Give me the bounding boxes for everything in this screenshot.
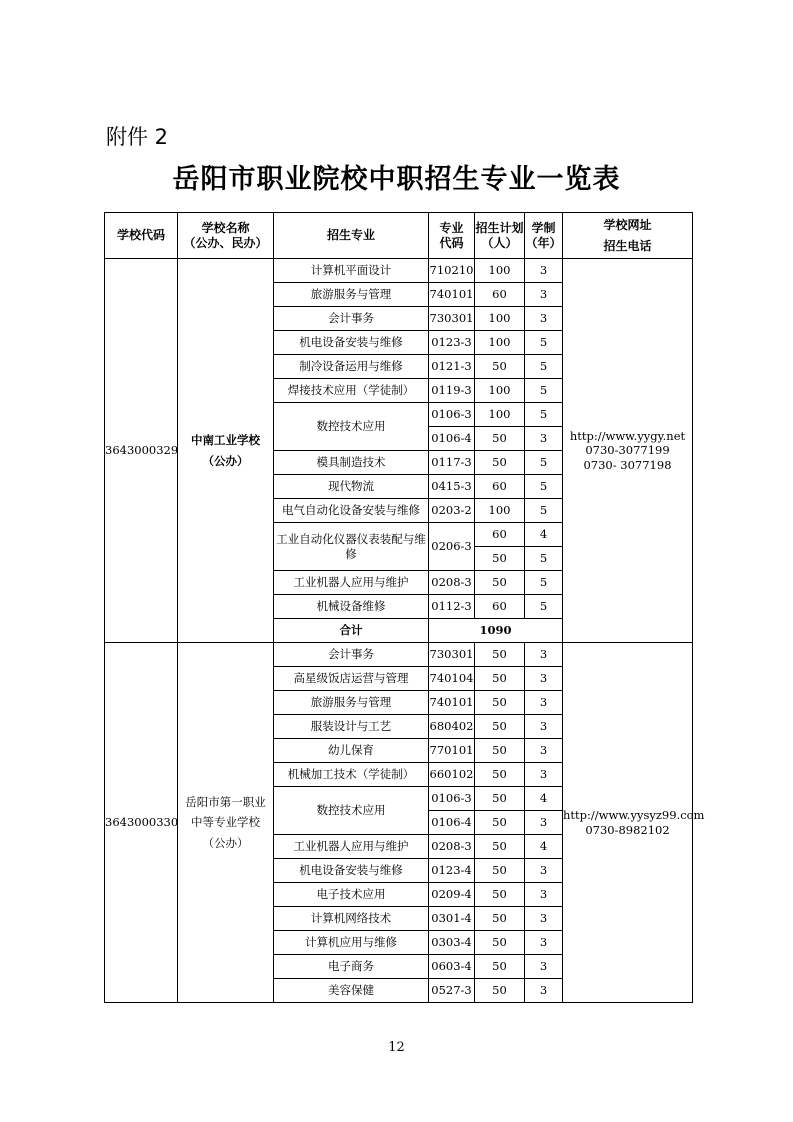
- major-name: 电气自动化设备安装与维修: [274, 499, 429, 523]
- school-contact: [563, 259, 693, 643]
- major-name: 会计事务: [274, 307, 429, 331]
- plan-count: 100: [475, 499, 525, 523]
- major-code: 730301: [429, 643, 475, 667]
- major-name: 美容保健: [274, 979, 429, 1003]
- plan-count: 50: [475, 667, 525, 691]
- major-code: 0112-3: [429, 595, 475, 619]
- plan-count: 60: [475, 475, 525, 499]
- plan-count: 50: [475, 355, 525, 379]
- plan-count: 100: [475, 403, 525, 427]
- major-code: 0208-3: [429, 835, 475, 859]
- study-years: 5: [525, 331, 563, 355]
- major-code: 0123-4: [429, 859, 475, 883]
- attachment-label: 附件 2: [106, 125, 169, 149]
- study-years: 3: [525, 955, 563, 979]
- major-name: 电子技术应用: [274, 883, 429, 907]
- study-years: 3: [525, 883, 563, 907]
- study-years: 5: [525, 475, 563, 499]
- major-code: 0415-3: [429, 475, 475, 499]
- study-years: 3: [525, 307, 563, 331]
- major-code: 770101: [429, 739, 475, 763]
- major-code: 0303-4: [429, 931, 475, 955]
- table-row: [105, 643, 693, 667]
- study-years: 5: [525, 379, 563, 403]
- plan-count: 50: [475, 763, 525, 787]
- website-link: http://www.yysyz99.com: [563, 808, 705, 823]
- table-row: [105, 259, 693, 283]
- school-contact: [563, 643, 705, 1003]
- plan-count: 50: [475, 643, 525, 667]
- study-years: 3: [525, 691, 563, 715]
- plan-count: 60: [475, 523, 525, 547]
- plan-count: 100: [475, 331, 525, 355]
- header-major-code: 专业 代码: [429, 213, 475, 259]
- study-years: 3: [525, 811, 563, 835]
- major-code: 740104: [429, 667, 475, 691]
- study-years: 5: [525, 355, 563, 379]
- plan-count: 50: [475, 787, 525, 811]
- phone: 0730-8982102: [585, 822, 670, 837]
- major-name: 电子商务: [274, 955, 429, 979]
- total-value: 1090: [429, 619, 563, 643]
- plan-count: 50: [475, 811, 525, 835]
- plan-count: 50: [475, 691, 525, 715]
- major-name: 焊接技术应用（学徒制）: [274, 379, 429, 403]
- study-years: 3: [525, 931, 563, 955]
- plan-count: 60: [475, 595, 525, 619]
- major-name: 工业机器人应用与维护: [274, 571, 429, 595]
- major-code: 680402: [429, 715, 475, 739]
- major-name: 计算机平面设计: [274, 259, 429, 283]
- study-years: 4: [525, 787, 563, 811]
- plan-count: 50: [475, 427, 525, 451]
- study-years: 5: [525, 571, 563, 595]
- major-name: 机电设备安装与维修: [274, 859, 429, 883]
- major-name: 数控技术应用: [274, 403, 429, 451]
- major-name: 数控技术应用: [274, 787, 429, 835]
- study-years: 3: [525, 979, 563, 1003]
- major-name: 旅游服务与管理: [274, 283, 429, 307]
- school-code: 3643000330: [105, 643, 178, 1003]
- major-code: 710210: [429, 259, 475, 283]
- major-name: 旅游服务与管理: [274, 691, 429, 715]
- plan-count: 50: [475, 547, 525, 571]
- major-name: 高星级饭店运营与管理: [274, 667, 429, 691]
- header-school-name: 学校名称 （公办、民办）: [178, 213, 274, 259]
- header-website-phone: 学校网址 招生电话: [563, 213, 693, 259]
- major-code: 0208-3: [429, 571, 475, 595]
- page-number: 12: [388, 1040, 405, 1055]
- major-code: 0119-3: [429, 379, 475, 403]
- major-name: 机电设备安装与维修: [274, 331, 429, 355]
- plan-count: 60: [475, 283, 525, 307]
- major-name: 现代物流: [274, 475, 429, 499]
- study-years: 3: [525, 643, 563, 667]
- major-code: 0301-4: [429, 907, 475, 931]
- study-years: 3: [525, 427, 563, 451]
- major-code: 0209-4: [429, 883, 475, 907]
- major-code: 0106-4: [429, 811, 475, 835]
- major-code: 0106-3: [429, 403, 475, 427]
- major-code: 0203-2: [429, 499, 475, 523]
- plan-count: 50: [475, 451, 525, 475]
- major-name: 制冷设备运用与维修: [274, 355, 429, 379]
- header-row: [105, 213, 693, 259]
- plan-count: 50: [475, 739, 525, 763]
- major-code: 730301: [429, 307, 475, 331]
- major-name: 计算机网络技术: [274, 907, 429, 931]
- phone: 0730-3077199: [585, 443, 670, 458]
- plan-count: 50: [475, 955, 525, 979]
- total-label: 合计: [274, 619, 429, 643]
- study-years: 3: [525, 283, 563, 307]
- study-years: 3: [525, 259, 563, 283]
- study-years: 3: [525, 859, 563, 883]
- plan-count: 100: [475, 379, 525, 403]
- plan-count: 50: [475, 859, 525, 883]
- major-code: 740101: [429, 691, 475, 715]
- major-name: 幼儿保育: [274, 739, 429, 763]
- study-years: 5: [525, 547, 563, 571]
- major-name: 模具制造技术: [274, 451, 429, 475]
- study-years: 4: [525, 835, 563, 859]
- enrollment-table: [104, 212, 705, 1003]
- major-code: 660102: [429, 763, 475, 787]
- plan-count: 50: [475, 883, 525, 907]
- plan-count: 50: [475, 835, 525, 859]
- school-name: 中南工业学校 （公办）: [178, 259, 274, 643]
- study-years: 5: [525, 499, 563, 523]
- plan-count: 50: [475, 979, 525, 1003]
- header-plan: 招生计划 （人）: [475, 213, 525, 259]
- plan-count: 50: [475, 907, 525, 931]
- major-name: 机械加工技术（学徒制）: [274, 763, 429, 787]
- header-major: 招生专业: [274, 213, 429, 259]
- major-code: 740101: [429, 283, 475, 307]
- website-link: http://www.yygy.net: [569, 428, 686, 443]
- page-title: 岳阳市职业院校中职招生专业一览表: [172, 164, 621, 195]
- major-name: 机械设备维修: [274, 595, 429, 619]
- study-years: 5: [525, 595, 563, 619]
- major-code: 0206-3: [429, 523, 475, 571]
- major-name: 工业自动化仪器仪表装配与维修: [274, 523, 429, 571]
- study-years: 5: [525, 403, 563, 427]
- school-code: 3643000329: [105, 259, 178, 643]
- major-code: 0527-3: [429, 979, 475, 1003]
- study-years: 3: [525, 667, 563, 691]
- study-years: 3: [525, 763, 563, 787]
- major-code: 0106-4: [429, 427, 475, 451]
- major-name: 会计事务: [274, 643, 429, 667]
- header-years: 学制 （年）: [525, 213, 563, 259]
- school-name: 岳阳市第一职业 中等专业学校 （公办）: [178, 643, 274, 1003]
- major-name: 工业机器人应用与维护: [274, 835, 429, 859]
- phone: 0730- 3077198: [583, 457, 672, 472]
- plan-count: 100: [475, 259, 525, 283]
- major-code: 0123-3: [429, 331, 475, 355]
- plan-count: 50: [475, 715, 525, 739]
- plan-count: 50: [475, 931, 525, 955]
- study-years: 3: [525, 907, 563, 931]
- major-code: 0121-3: [429, 355, 475, 379]
- study-years: 4: [525, 523, 563, 547]
- study-years: 3: [525, 739, 563, 763]
- major-name: 计算机应用与维修: [274, 931, 429, 955]
- study-years: 3: [525, 715, 563, 739]
- header-school-code: 学校代码: [105, 213, 178, 259]
- plan-count: 50: [475, 571, 525, 595]
- major-code: 0117-3: [429, 451, 475, 475]
- major-code: 0603-4: [429, 955, 475, 979]
- major-code: 0106-3: [429, 787, 475, 811]
- major-name: 服装设计与工艺: [274, 715, 429, 739]
- study-years: 5: [525, 451, 563, 475]
- plan-count: 100: [475, 307, 525, 331]
